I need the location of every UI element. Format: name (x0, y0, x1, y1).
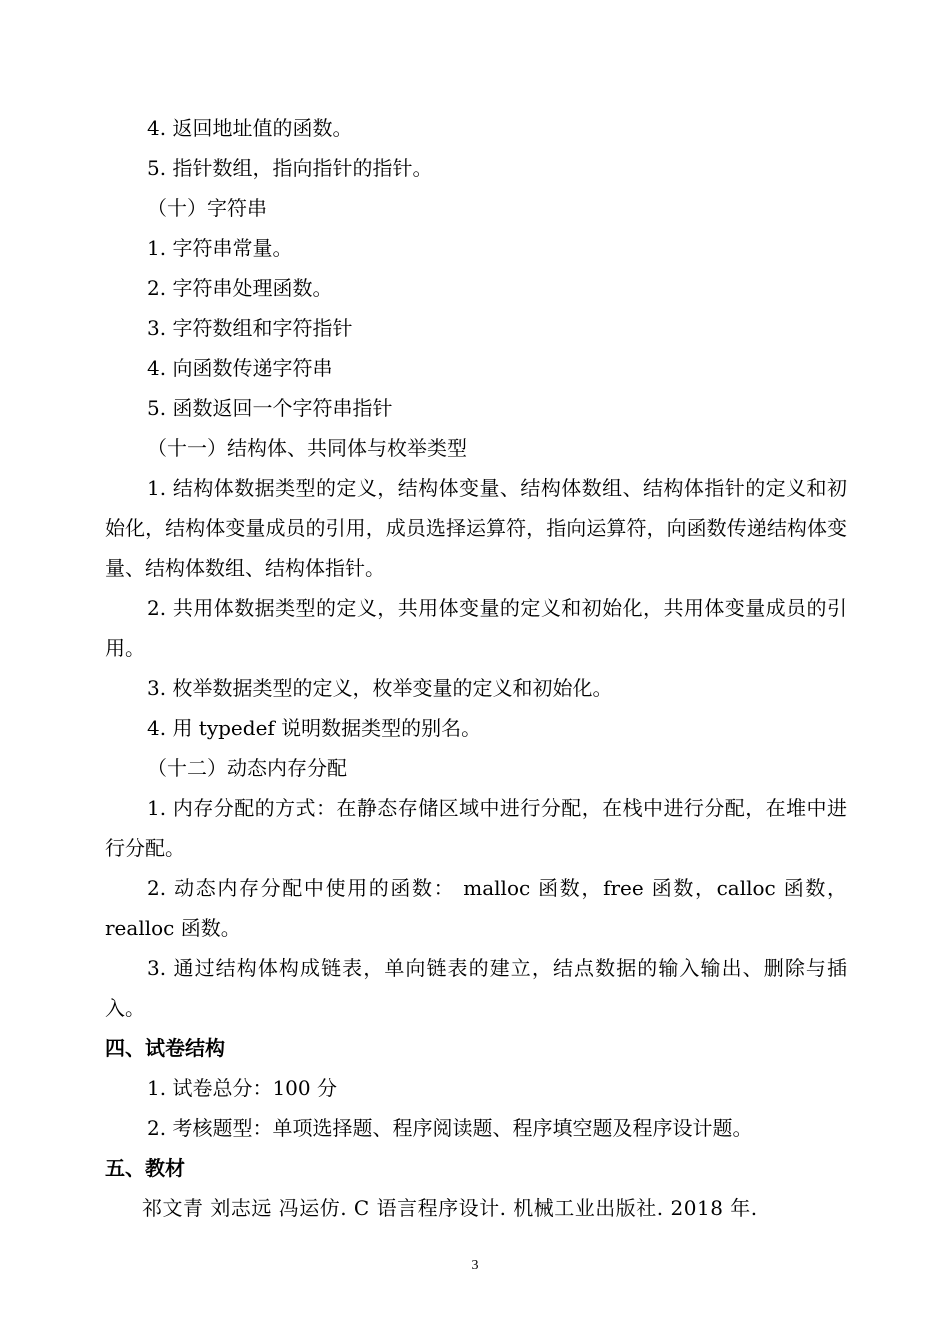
heading-exam-structure: 四、试卷结构 (105, 1036, 225, 1060)
list-item-enum-definition: 3. 枚举数据类型的定义，枚举变量的定义和初始化。 (147, 676, 613, 700)
list-item-string-constant: 1. 字符串常量。 (147, 236, 293, 260)
page-number: 3 (471, 1258, 479, 1273)
list-item-question-types: 2. 考核题型：单项选择题、程序阅读题、程序填空题及程序设计题。 (147, 1116, 753, 1140)
section-title-dynamic-memory: （十二）动态内存分配 (147, 756, 347, 780)
section-title-struct-union-enum: （十一）结构体、共同体与枚举类型 (147, 436, 467, 460)
list-item-total-score: 1. 试卷总分：100 分 (147, 1076, 337, 1100)
list-item-pointer-array: 5. 指针数组，指向指针的指针。 (147, 156, 433, 180)
list-item-return-address-function: 4. 返回地址值的函数。 (147, 116, 353, 140)
list-item-union-definition: 2. 共用体数据类型的定义，共用体变量的定义和初始化，共用体变量成员的引用。 (105, 596, 847, 660)
list-item-char-array-pointer: 3. 字符数组和字符指针 (147, 316, 353, 340)
list-item-string-functions: 2. 字符串处理函数。 (147, 276, 333, 300)
list-item-linked-list: 3. 通过结构体构成链表，单向链表的建立，结点数据的输入输出、删除与插入。 (105, 956, 847, 1020)
list-item-memory-allocation-methods: 1. 内存分配的方式：在静态存储区域中进行分配，在栈中进行分配，在堆中进行分配。 (105, 796, 847, 860)
heading-textbook: 五、教材 (105, 1156, 185, 1180)
list-item-pass-string: 4. 向函数传递字符串 (147, 356, 333, 380)
textbook-reference: 祁文青 刘志远 冯运仿. C 语言程序设计. 机械工业出版社. 2018 年. (142, 1196, 758, 1220)
list-item-memory-functions: 2. 动态内存分配中使用的函数： malloc 函数，free 函数，calloc 函数，realloc 函数。 (105, 876, 847, 940)
list-item-return-string-pointer: 5. 函数返回一个字符串指针 (147, 396, 393, 420)
page-body (105, 108, 847, 1228)
list-item-typedef: 4. 用 typedef 说明数据类型的别名。 (147, 716, 482, 740)
section-title-strings: （十）字符串 (147, 196, 267, 220)
list-item-struct-definition: 1. 结构体数据类型的定义，结构体变量、结构体数组、结构体指针的定义和初始化，结构体变量成员的引用，成员选择运算符，指向运算符，向函数传递结构体变量、结构体数组、结构体指针。 (105, 476, 847, 580)
